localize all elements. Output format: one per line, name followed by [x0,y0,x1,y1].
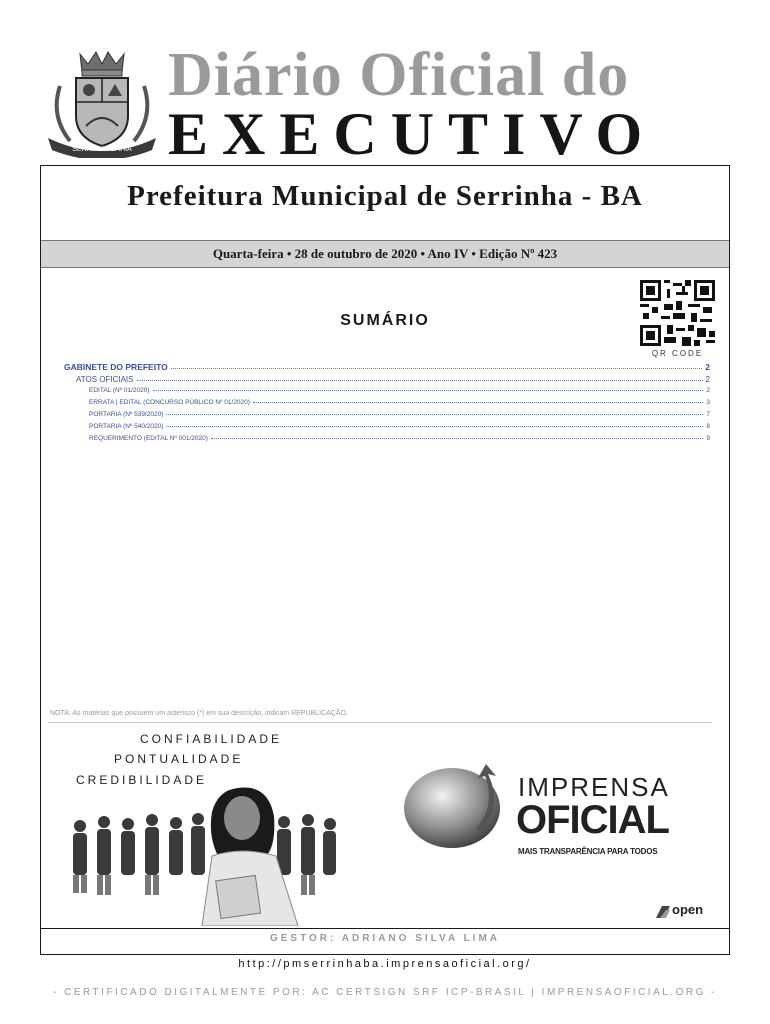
manager-credit: GESTOR: ADRIANO SILVA LIMA [269,933,501,944]
qr-code-image [640,280,715,346]
qr-code-label: QR CODE [651,349,704,358]
toc-entry-label: PORTARIA (Nº 540/2020) [89,423,164,430]
journal-title: Diário Oficial do [168,41,630,109]
toc-entry-label: GABINETE DO PREFEITO [64,362,168,372]
municipality-heading: Prefeitura Municipal de Serrinha - BA [127,180,643,212]
toc-leader-dots [166,425,703,427]
open-logo-text: open [672,902,704,917]
divider [48,722,712,723]
toc-entry-page: 9 [706,435,710,442]
toc-entry[interactable] [64,387,710,394]
toc-entry-label: ERRATA | EDITAL (CONCURSO PÚBLICO Nº 01/2020) [89,399,250,406]
municipal-crest-image [40,46,164,158]
toc-entry-label: REQUERIMENTO (EDITAL Nº 001/2020) [89,435,208,442]
imprensa-oficial-logo-icon [400,762,510,852]
toc-entry-page: 8 [706,423,710,430]
divider [41,928,729,929]
edition-band: Quarta-feira • 28 de outubro de 2020 • Ano IV • Edição Nº 423 [41,240,729,268]
toc-entry[interactable] [64,399,710,406]
toc-entry[interactable] [64,435,710,442]
toc-leader-dots [137,379,703,381]
toc-entry[interactable] [64,375,710,384]
journal-subtitle: EXECUTIVO [168,101,657,167]
toc-entry-label: PORTARIA (Nº 539/2020) [89,411,164,418]
brand-oficial: OFICIAL [516,798,669,842]
toc-entry-page: 7 [706,411,710,418]
toc-entry-page: 3 [706,399,710,406]
republication-note: NOTA: As matérias que possuem um asterisco (*) em sua descrição, indicam REPUBLICAÇÃO. [50,710,348,717]
slogan-credibility: CREDIBILIDADE [76,773,208,787]
toc-entry[interactable] [64,411,710,418]
slogan-punctuality: PONTUALIDADE [114,752,244,766]
digital-certification-notice: - CERTIFICADO DIGITALMENTE POR: AC CERTSIGN SRF ICP-BRASIL | IMPRENSAOFICIAL.ORG - [53,987,717,998]
toc-leader-dots [171,367,703,369]
toc-leader-dots [153,389,704,391]
toc-entry[interactable] [64,362,710,372]
toc-entry-page: 2 [705,362,710,372]
toc-entry-page: 2 [706,387,710,394]
toc-entry-page: 2 [705,375,710,384]
toc-entry[interactable] [64,423,710,430]
summary-title: SUMÁRIO [340,312,430,329]
toc-entry-label: EDITAL (Nº 01/2020) [89,387,150,394]
brand-tagline: MAIS TRANSPARÊNCIA PARA TODOS [518,847,658,856]
brand-imprensa: IMPRENSA [518,772,670,802]
crest-band-text: SERRINHA-BAHIA [72,146,132,153]
toc-leader-dots [253,401,703,403]
toc-leader-dots [166,413,703,415]
slogan-reliability: CONFIABILIDADE [140,732,283,746]
toc-leader-dots [211,437,703,439]
people-group-image [62,786,342,926]
toc-entry-label: ATOS OFICIAIS [76,375,134,384]
website-link[interactable]: http://pmserrinhaba.imprensaoficial.org/ [238,958,532,970]
